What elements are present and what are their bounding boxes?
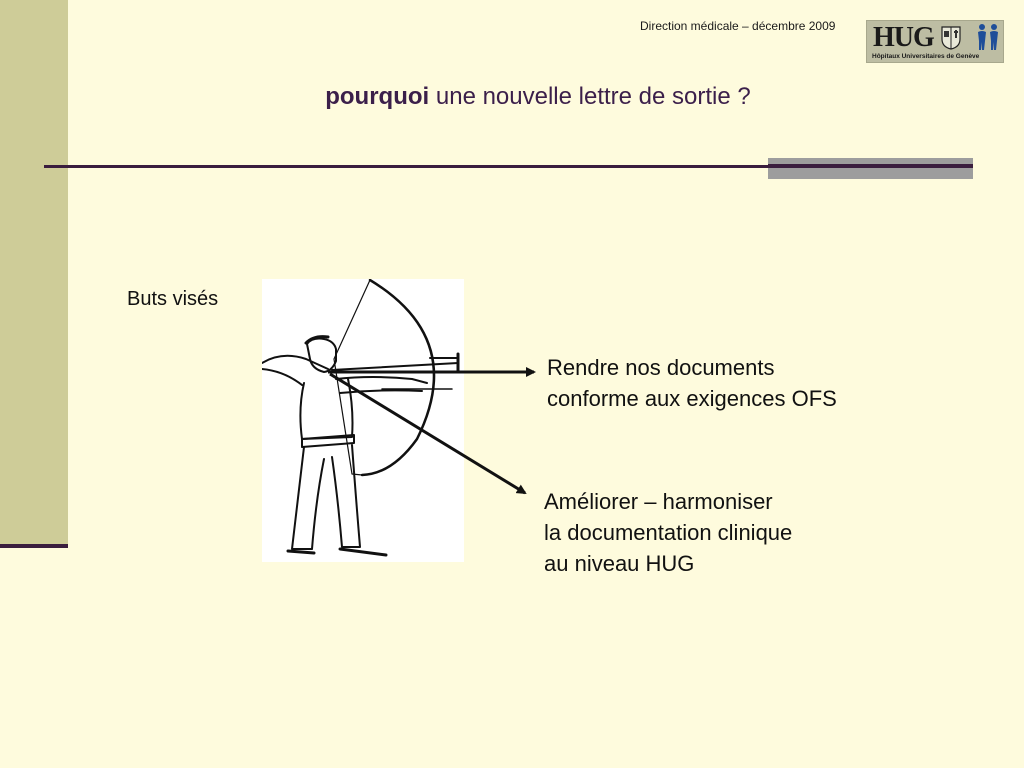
goal-1-line-1: Rendre nos documents	[547, 355, 775, 380]
arrow-to-goal-2	[330, 374, 525, 493]
goal-1-line-2: conforme aux exigences OFS	[547, 386, 837, 411]
title-rest: une nouvelle lettre de sortie ?	[429, 83, 751, 110]
goal-2-line-1: Améliorer – harmoniser	[544, 489, 773, 514]
goal-1	[547, 352, 837, 414]
title-emphasis: pourquoi	[325, 83, 430, 110]
goal-2-line-3: au niveau HUG	[544, 551, 695, 576]
goal-2	[544, 486, 792, 579]
buts-label: Buts visés	[127, 288, 219, 310]
goal-2-line-2: la documentation clinique	[544, 520, 793, 545]
logo-wordmark: HUG	[873, 22, 934, 53]
header-date-note: Direction médicale – décembre 2009	[640, 19, 836, 33]
logo-subtitle: Hôpitaux Universitaires de Genève	[872, 53, 980, 60]
